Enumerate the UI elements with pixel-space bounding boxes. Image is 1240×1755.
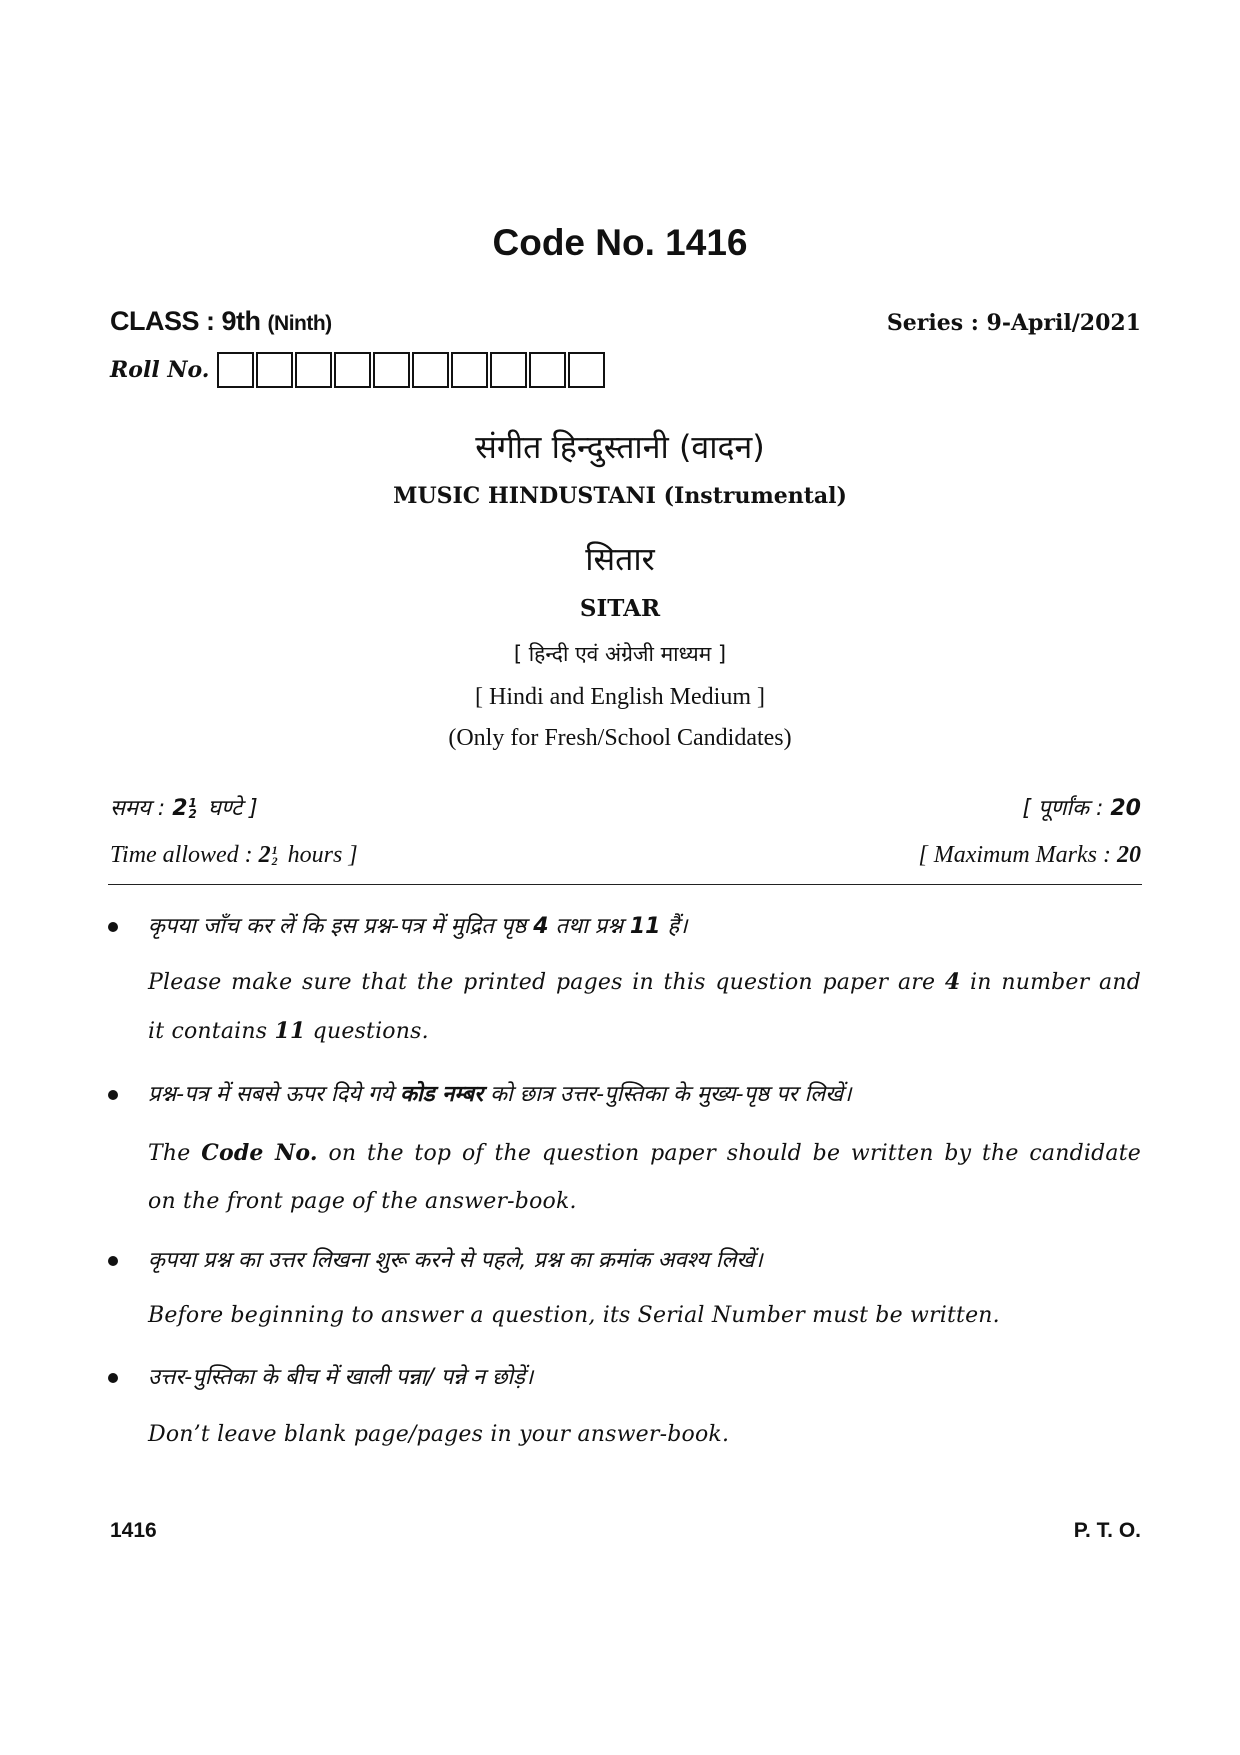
roll-number-box[interactable] [373,352,410,388]
roll-number-box[interactable] [568,352,605,388]
roll-number-box[interactable] [490,352,527,388]
class-suffix: (Ninth) [267,312,332,335]
class-series-row [110,306,1141,337]
time-whole: 2 [258,842,271,868]
bold-text: 11 [274,1018,306,1044]
time-english-label: Time allowed : [110,842,259,868]
bullet-icon [108,1090,118,1100]
bold-text: Code No. [201,1140,318,1166]
marks-hindi-label: [ पूर्णांक : [1022,796,1111,821]
instruction-3-english: Before beginning to answer a question, its Serial Number must be written. [148,1303,1000,1328]
roll-number-box[interactable] [412,352,449,388]
marks-english-label: [ Maximum Marks : [918,842,1117,868]
roll-number-box[interactable] [217,352,254,388]
time-whole: 2 [172,796,188,821]
fraction-num: 1 [188,796,197,810]
text: on the top of the question paper should be written by the candidate [317,1141,1141,1166]
bullet-icon [108,922,118,932]
footer-pto: P. T. O. [1073,1519,1141,1542]
instruction-2-english [148,1140,1141,1166]
roll-number-box[interactable] [334,352,371,388]
time-marks-english-row [110,842,1141,869]
text: The [148,1141,202,1166]
roll-number-box[interactable] [451,352,488,388]
text: हैं। [660,914,688,939]
class-label [110,306,332,337]
bullet-icon [108,1256,118,1266]
marks-hindi [1022,792,1141,822]
text: प्रश्न-पत्र में सबसे ऊपर दिये गये [148,1082,401,1107]
text: को छात्र उत्तर-पुस्तिका के मुख्य-पृष्ठ पर लिखें। [483,1082,852,1107]
bold-text: 4 [944,969,961,995]
time-english-unit: hours ] [287,842,358,868]
roll-number-boxes[interactable] [217,352,607,388]
roll-number-field [110,352,607,388]
marks-value: 20 [1117,842,1141,868]
instruction-1-english [148,969,1141,995]
subject-english: MUSIC HINDUSTANI (Instrumental) [393,483,847,509]
text: तथा प्रश्न [548,914,630,939]
text: questions. [305,1019,429,1044]
series-label: Series : 9-April/2021 [886,310,1141,336]
footer-code: 1416 [110,1519,157,1542]
time-fraction [189,798,197,820]
instrument-english: SITAR [579,595,661,622]
instruction-1-english-line2 [148,1018,1141,1044]
roll-number-box[interactable] [256,352,293,388]
subject-hindi: संगीत हिन्दुस्तानी (वादन) [475,428,765,466]
instruction-1-hindi [148,910,688,940]
time-english [110,842,358,869]
text: it contains [148,1019,275,1044]
instrument-hindi: सितार [585,540,655,578]
class-value: CLASS : 9th [110,306,261,336]
marks-value: 20 [1110,796,1141,821]
bold-text: कोड नम्बर [400,1082,484,1107]
instruction-4-english: Don’t leave blank page/pages in your answer-book. [148,1422,730,1447]
fraction-den: 2 [188,807,197,821]
bullet-icon [108,1373,118,1383]
instruction-2-english-line2: on the front page of the answer-book. [148,1189,577,1214]
text: कृपया जाँच कर लें कि इस प्रश्न-पत्र में मुद्रित पृष्ठ [148,914,534,939]
medium-english: [ Hindi and English Medium ] [475,684,765,710]
fraction-den: 2 [271,854,278,869]
medium-hindi: [ हिन्दी एवं अंग्रेजी माध्यम ] [513,642,727,666]
instruction-3-hindi: कृपया प्रश्न का उत्तर लिखना शुरू करने से पहले, प्रश्न का क्रमांक अवश्य लिखें। [148,1248,763,1273]
footer [110,1519,1141,1543]
bold-text: 4 [533,914,549,939]
instruction-2-hindi [148,1078,852,1108]
roll-no-label: Roll No. [110,357,210,383]
marks-english [918,842,1141,869]
candidates-note: (Only for Fresh/School Candidates) [448,725,792,751]
instruction-4-hindi: उत्तर-पुस्तिका के बीच में खाली पन्ना/ पन्ने न छोड़ें। [148,1365,534,1390]
text: Please make sure that the printed pages in this question paper are [148,970,945,995]
code-number: Code No. 1416 [492,222,748,263]
time-hindi-label: समय : [110,796,173,821]
time-hindi-unit: घण्टे ] [207,796,258,821]
time-marks-hindi-row [110,792,1141,822]
time-fraction [272,845,278,867]
roll-number-box[interactable] [529,352,566,388]
divider [108,884,1142,885]
bold-text: 11 [629,914,661,939]
time-hindi [110,792,258,822]
roll-number-box[interactable] [295,352,332,388]
fraction-num: 1 [271,843,278,858]
text: in number and [960,970,1141,995]
